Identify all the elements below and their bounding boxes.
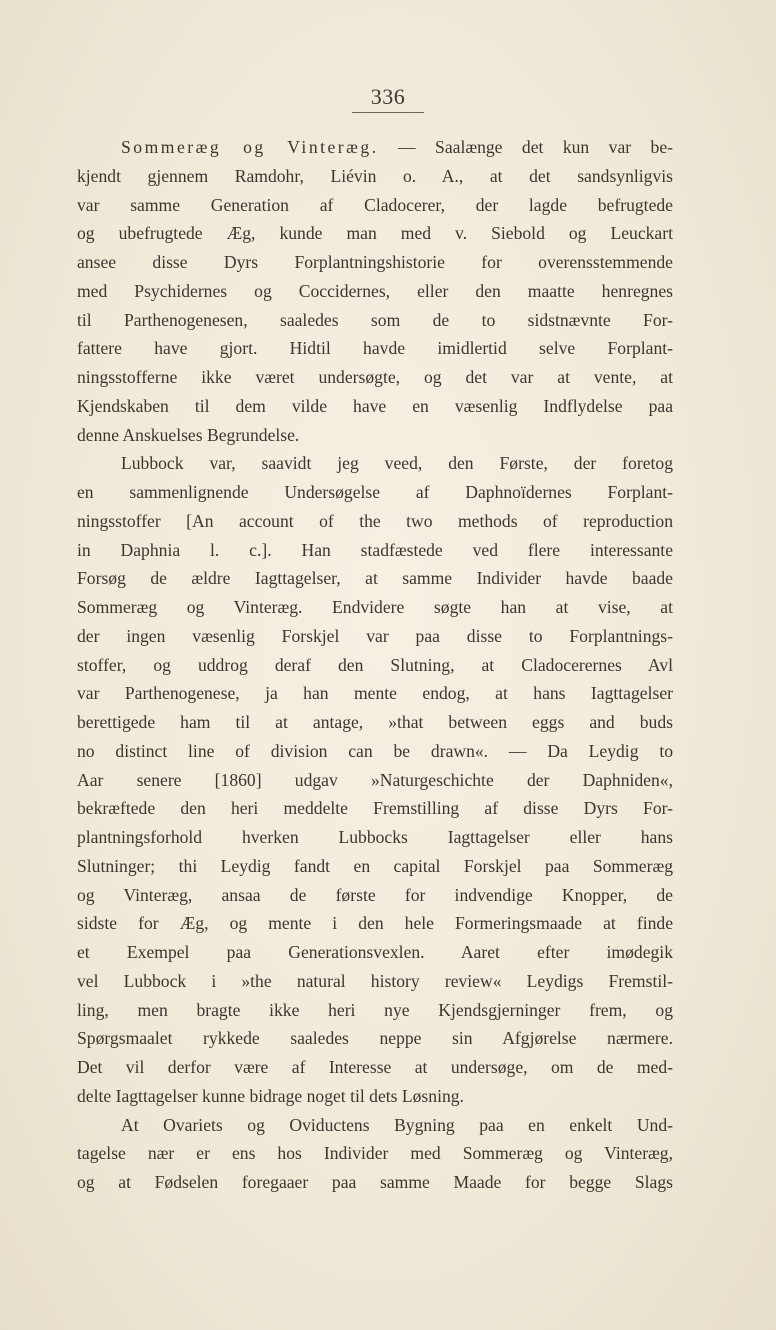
body-text (77, 133, 673, 1197)
text-line: ling, men bragte ikke heri nye Kjendsgjerninger frem, og (77, 999, 673, 1020)
text-line: vel Lubbock i »the natural history review« Leydigs Fremstil- (77, 970, 673, 991)
text-line: Lubbock var, saavidt jeg veed, den Første, der foretog (121, 453, 673, 474)
page-number-rule (352, 112, 424, 113)
text-line: kjendt gjennem Ramdohr, Liévin o. A., at det sandsynligvis (77, 165, 673, 186)
text-line: et Exempel paa Generationsvexlen. Aaret efter imødegik (77, 942, 673, 962)
text-line: og at Fødselen foregaaer paa samme Maade for begge Slags (77, 1172, 673, 1192)
text-line: en sammenlignende Undersøgelse af Daphnoïdernes Forplant- (77, 482, 673, 502)
text-line: med Psychidernes og Coccidernes, eller den maatte henregnes (77, 280, 673, 301)
text-line: Sommeræg og Vinteræg. — Saalænge det kun var be- (121, 137, 674, 157)
text-line: og ubefrugtede Æg, kunde man med v. Siebold og Leuckart (77, 223, 673, 244)
text-line: Spørgsmaalet rykkede saaledes neppe sin Afgjørelse nærmere. (77, 1028, 673, 1049)
text-line: Forsøg de ældre Iagttagelser, at samme Individer havde baade (77, 568, 673, 589)
page-number (0, 84, 776, 113)
text-line: stoffer, og uddrog deraf den Slutning, at Cladocerernes Avl (77, 654, 673, 675)
text-line: delte Iagttagelser kunne bidrage noget til dets Løsning. (77, 1085, 464, 1106)
text-line: der ingen væsenlig Forskjel var paa disse to Forplantnings- (77, 625, 673, 646)
text-line: sidste for Æg, og mente i den hele Formeringsmaade at finde (77, 913, 673, 934)
text-line: ningsstofferne ikke været undersøgte, og det var at vente, at (77, 367, 673, 387)
text-line: og Vinteræg, ansaa de første for indvendige Knopper, de (77, 884, 673, 905)
text-line: Det vil derfor være af Interesse at undersøge, om de med- (77, 1057, 673, 1077)
text-line: Kjendskaben til dem vilde have en væsenlig Indflydelse paa (77, 395, 673, 416)
text-line: ningsstoffer [An account of the two methods of reproduction (77, 510, 673, 531)
text-line: ansee disse Dyrs Forplantningshistorie for overensstemmende (77, 252, 673, 272)
text-line: var Parthenogenese, ja han mente endog, at hans Iagttagelser (77, 683, 673, 704)
text-line: in Daphnia l. c.]. Han stadfæstede ved flere interessante (77, 539, 673, 560)
section-heading: Sommeræg og Vinteræg. (121, 137, 379, 157)
text-line: no distinct line of division can be drawn«. — Da Leydig to (77, 740, 673, 761)
text-line: fattere have gjort. Hidtil havde imidlertid selve Forplant- (77, 338, 673, 359)
text-line: At Ovariets og Oviductens Bygning paa en enkelt Und- (121, 1114, 673, 1135)
text-line: tagelse nær er ens hos Individer med Sommeræg og Vinteræg, (77, 1143, 673, 1164)
text-line: plantningsforhold hverken Lubbocks Iagttagelser eller hans (77, 827, 673, 847)
text-line: Slutninger; thi Leydig fandt en capital Forskjel paa Sommeræg (77, 855, 673, 876)
text-line: til Parthenogenesen, saaledes som de to sidstnævnte For- (77, 309, 673, 330)
page-number-text: 336 (370, 84, 406, 109)
text-line: Sommeræg og Vinteræg. Endvidere søgte han at vise, at (77, 597, 673, 617)
text-line: bekræftede den heri meddelte Fremstilling af disse Dyrs For- (77, 798, 673, 819)
text-line: denne Anskuelses Begrundelse. (77, 424, 300, 445)
text-line: berettigede ham til at antage, »that between eggs and buds (77, 712, 673, 732)
text-line: var samme Generation af Cladocerer, der lagde befrugtede (77, 194, 673, 215)
text-line: Aar senere [1860] udgav »Naturgeschichte der Daphniden«, (77, 769, 673, 790)
